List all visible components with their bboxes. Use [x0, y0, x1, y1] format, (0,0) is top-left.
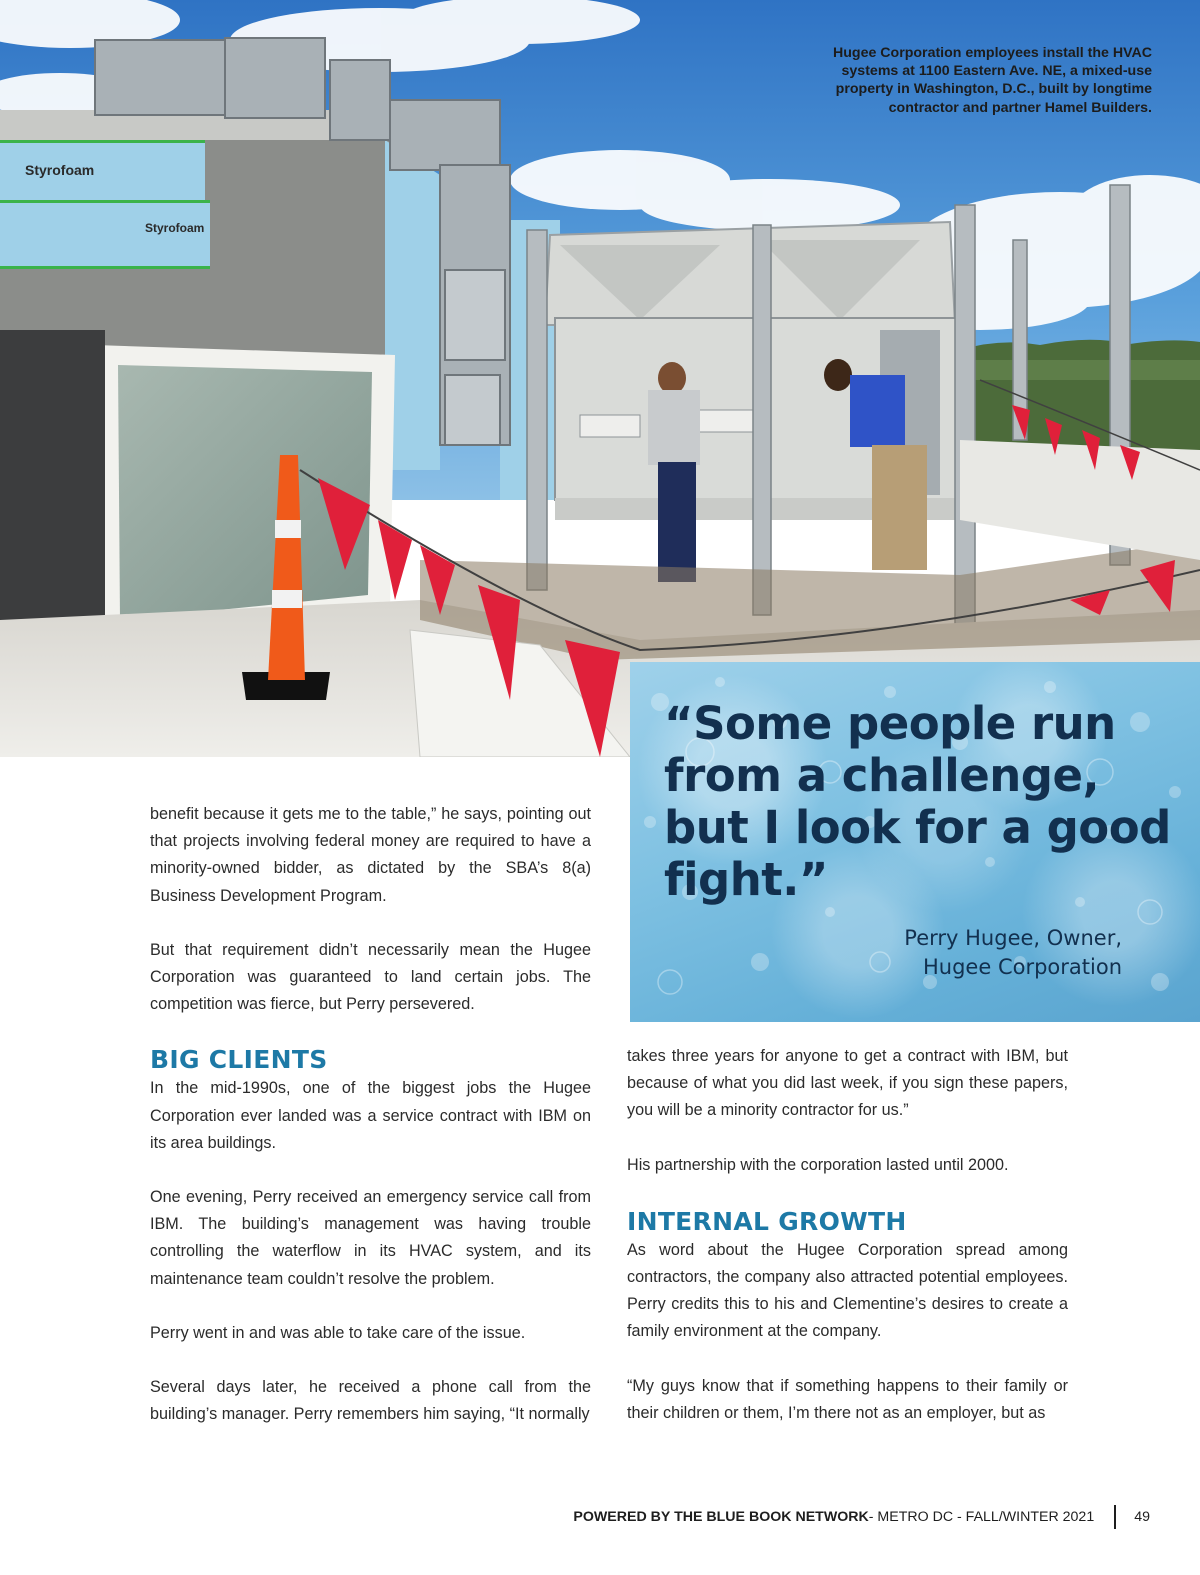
pull-quote-box — [630, 662, 1200, 1022]
signage-text: Styrofoam — [145, 221, 205, 235]
article-column-left — [150, 801, 591, 1428]
paragraph: Several days later, he received a phone call from the building’s manager. Perry remembers him saying, “It normally — [150, 1378, 591, 1424]
attribution-name: Perry Hugee, Owner, — [904, 926, 1122, 950]
paragraph: “My guys know that if something happens to their family or their children or them, I’m there not as an employer, but as — [627, 1376, 1068, 1422]
pull-quote-attribution — [904, 924, 1122, 982]
paragraph: Perry went in and was able to take care of the issue. — [150, 1323, 526, 1342]
paragraph: takes three years for anyone to get a contract with IBM, but because of what you did last week, if you sign these papers, you will be a minority contractor for us.” — [627, 1047, 1068, 1120]
paragraph: But that requirement didn’t necessarily mean the Hugee Corporation was guaranteed to land certain jobs. The competition was fierce, but Perry persevered. — [150, 940, 591, 1014]
footer-divider — [1114, 1505, 1116, 1529]
page-number: 49 — [1134, 1509, 1150, 1525]
paragraph: One evening, Perry received an emergency service call from IBM. The building’s management was having trouble controlling the waterflow in its HVAC system, and its maintenance team couldn’t resolve the problem. — [150, 1188, 591, 1288]
footer-edition: - METRO DC - FALL/WINTER 2021 — [868, 1509, 1095, 1525]
paragraph: As word about the Hugee Corporation spread among contractors, the company also attracted potential employees. Perry credits this to his and Clementine’s desires to create a family environment at the company. — [627, 1240, 1068, 1341]
attribution-company: Hugee Corporation — [923, 955, 1122, 979]
section-heading-internal-growth: INTERNAL GROWTH — [627, 1206, 907, 1236]
pull-quote-text: “Some people run from a challenge, but I look for a good fight.” — [664, 697, 1171, 906]
article-column-right — [627, 1043, 1068, 1427]
footer-brand: POWERED BY THE BLUE BOOK NETWORK — [573, 1509, 869, 1525]
signage-text: Styrofoam — [25, 162, 95, 178]
insulation-panels — [0, 140, 210, 269]
paragraph: benefit because it gets me to the table,” he says, pointing out that projects involving federal money are required to have a minority-owned bidder, as dictated by the SBA’s 8(a) Business Development Program. — [150, 805, 591, 905]
page-footer — [573, 1504, 1150, 1530]
paragraph: In the mid-1990s, one of the biggest jobs the Hugee Corporation ever landed was a service contract with IBM on its area buildings. — [150, 1079, 591, 1152]
photo-caption: Hugee Corporation employees install the HVAC systems at 1100 Eastern Ave. NE, a mixed-use property in Washington, D.C., built by longtime contractor and partner Hamel Builders. — [832, 45, 1152, 116]
hero-photo — [0, 0, 1200, 757]
paragraph: His partnership with the corporation lasted until 2000. — [627, 1155, 1009, 1174]
section-heading-big-clients: BIG CLIENTS — [150, 1045, 328, 1075]
window-panel — [95, 345, 395, 640]
